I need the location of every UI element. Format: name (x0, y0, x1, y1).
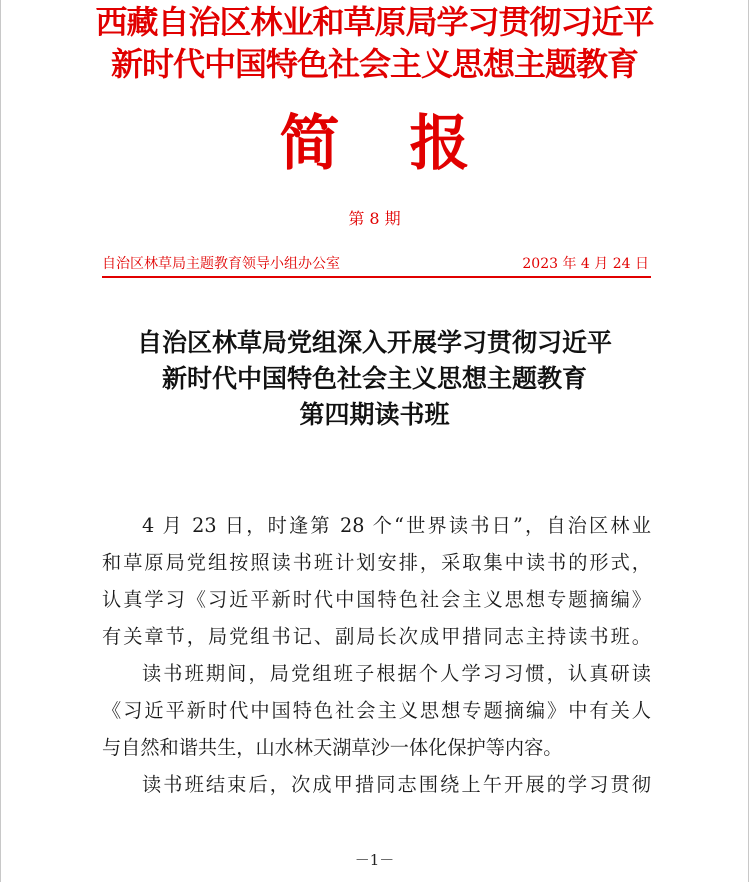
body-line: 4 月 23 日，时逢第 28 个“世界读书日”，自治区林业 (142, 514, 651, 537)
body-line: 读书班结束后，次成甲措同志围绕上午开展的学习贯彻 (142, 773, 651, 796)
body-line: 与自然和谐共生，山水林天湖草沙一体化保护等内容。 (102, 736, 563, 759)
article-title-line-3: 第四期读书班 (299, 400, 450, 429)
red-divider (102, 276, 651, 278)
issuing-office: 自治区林草局主题教育领导小组办公室 (102, 256, 340, 272)
body-line: 有关章节，局党组书记、副局长次成甲措同志主持读书班。 (102, 625, 651, 648)
body-line: 认真学习《习近平新时代中国特色社会主义思想专题摘编》 (102, 588, 651, 611)
issue-number: 第 8 期 (348, 209, 401, 228)
brief-char-1: 简 (279, 109, 340, 179)
article-title-line-1: 自治区林草局党组深入开展学习贯彻习近平 (136, 328, 612, 357)
page-number: －1－ (354, 851, 395, 869)
masthead-title-line-2: 新时代中国特色社会主义思想主题教育 (110, 45, 638, 83)
brief-heading (0, 108, 749, 180)
body-line: 《习近平新时代中国特色社会主义思想专题摘编》中有关人 (102, 699, 651, 722)
body-line: 读书班期间，局党组班子根据个人学习习惯，认真研读 (142, 662, 651, 685)
brief-char-2: 报 (409, 109, 470, 179)
article-title-line-2: 新时代中国特色社会主义思想主题教育 (161, 364, 587, 393)
masthead-title-line-1: 西藏自治区林业和草原局学习贯彻习近平 (95, 3, 654, 41)
issue-date: 2023 年 4 月 24 日 (522, 256, 649, 272)
body-line: 和草原局党组按照读书班计划安排，采取集中读书的形式， (102, 551, 651, 574)
